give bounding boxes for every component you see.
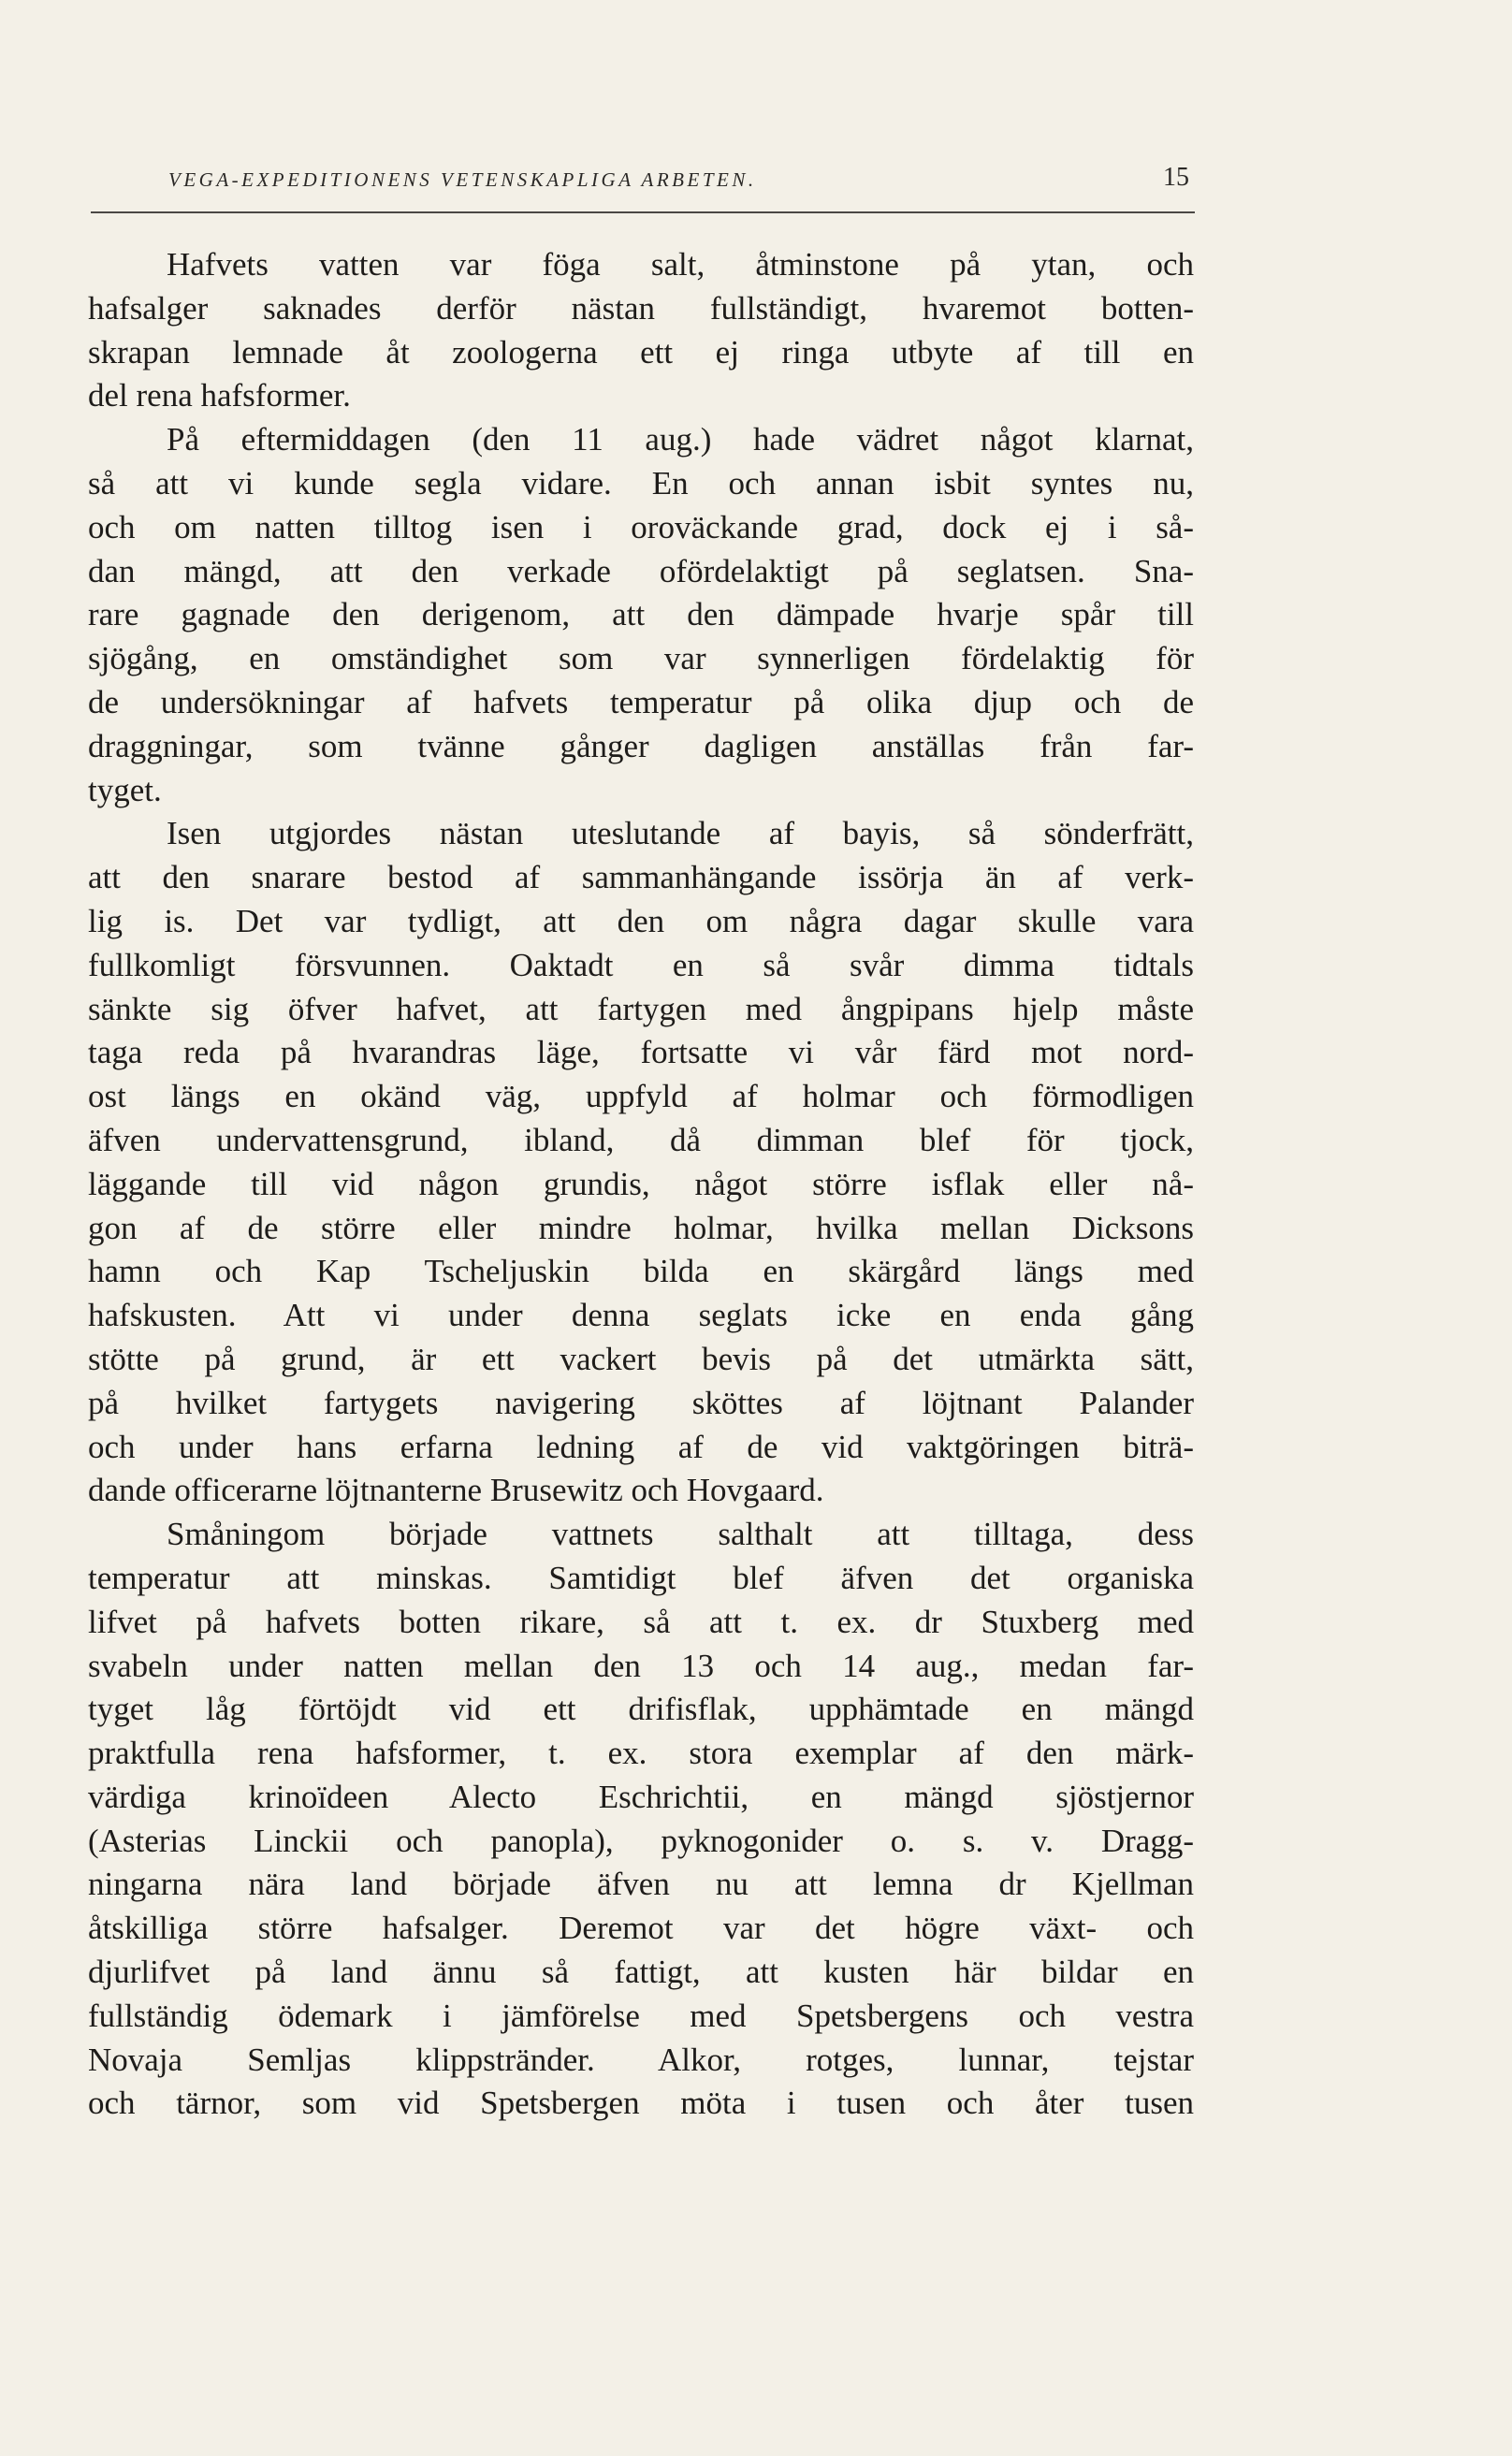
text-line: (Asterias Linckii och panopla), pyknogonider o. s. v. Dragg-	[88, 1822, 1194, 1859]
text-line: del rena hafsformer.	[88, 377, 351, 414]
text-line: draggningar, som tvänne gånger dagligen anställas från far-	[88, 727, 1194, 764]
text-line: hamn och Kap Tscheljuskin bilda en skärgård längs med	[88, 1253, 1194, 1290]
running-header: VEGA-EXPEDITIONENS VETENSKAPLIGA ARBETEN.	[168, 168, 757, 191]
text-line: så att vi kunde segla vidare. En och annan isbit syntes nu,	[88, 464, 1194, 501]
text-line: att den snarare bestod af sammanhängande issörja än af verk-	[88, 859, 1194, 896]
text-line: tyget.	[88, 771, 162, 808]
text-line: lig is. Det var tydligt, att den om några dagar skulle vara	[88, 902, 1194, 939]
text-line: fullständig ödemark i jämförelse med Spetsbergens och vestra	[88, 1997, 1194, 2034]
text-line: ningarna nära land började äfven nu att lemna dr Kjellman	[88, 1866, 1194, 1903]
text-line: äfven undervattensgrund, ibland, då dimman blef för tjock,	[88, 1121, 1194, 1158]
text-line: praktfulla rena hafsformer, t. ex. stora exemplar af den märk-	[88, 1735, 1194, 1772]
text-line: de undersökningar af hafvets temperatur på olika djup och de	[88, 683, 1194, 720]
text-line: lifvet på hafvets botten rikare, så att t. ex. dr Stuxberg med	[88, 1603, 1194, 1640]
header-rule	[91, 211, 1195, 213]
text-line: sjögång, en omständighet som var synnerligen fördelaktig för	[88, 640, 1194, 677]
text-line: Småningom började vattnets salthalt att tilltaga, dess	[167, 1516, 1194, 1553]
text-line: dande officerarne löjtnanterne Brusewitz och Hovgaard.	[88, 1472, 824, 1509]
text-line: på hvilket fartygets navigering sköttes af löjtnant Palander	[88, 1384, 1194, 1421]
text-line: och tärnor, som vid Spetsbergen möta i tusen och åter tusen	[88, 2085, 1194, 2122]
text-line: taga reda på hvarandras läge, fortsatte vi vår färd mot nord-	[88, 1034, 1194, 1071]
text-line: djurlifvet på land ännu så fattigt, att kusten här bildar en	[88, 1954, 1194, 1991]
text-line: ost längs en okänd väg, uppfyld af holmar och förmodligen	[88, 1078, 1194, 1115]
text-line: skrapan lemnade åt zoologerna ett ej ringa utbyte af till en	[88, 333, 1194, 371]
text-line: sänkte sig öfver hafvet, att fartygen med ångpipans hjelp måste	[88, 990, 1194, 1027]
text-line: och om natten tilltog isen i oroväckande grad, dock ej i så-	[88, 508, 1194, 545]
text-line: dan mängd, att den verkade ofördelaktigt på seglatsen. Sna-	[88, 552, 1194, 589]
text-line: tyget låg förtöjdt vid ett drifisflak, upphämtade en mängd	[88, 1691, 1194, 1728]
text-line: rare gagnade den derigenom, att den dämpade hvarje spår till	[88, 596, 1194, 633]
text-line: Novaja Semljas klippstränder. Alkor, rotges, lunnar, tejstar	[88, 2041, 1194, 2078]
text-line: stötte på grund, är ett vackert bevis på det utmärkta sätt,	[88, 1340, 1194, 1377]
text-line: Isen utgjordes nästan uteslutande af bayis, så sönderfrätt,	[167, 815, 1194, 852]
text-line: På eftermiddagen (den 11 aug.) hade vädret något klarnat,	[167, 421, 1194, 458]
text-line: och under hans erfarna ledning af de vid vaktgöringen biträ-	[88, 1428, 1194, 1465]
text-line: Hafvets vatten var föga salt, åtminstone på ytan, och	[167, 246, 1194, 283]
text-line: svabeln under natten mellan den 13 och 14 aug., medan far-	[88, 1647, 1194, 1684]
body-text	[88, 243, 1194, 2126]
text-line: värdiga krinoïdeen Alecto Eschrichtii, en mängd sjöstjernor	[88, 1778, 1194, 1815]
text-line: gon af de större eller mindre holmar, hvilka mellan Dicksons	[88, 1209, 1194, 1246]
text-line: temperatur att minskas. Samtidigt blef äfven det organiska	[88, 1559, 1194, 1596]
text-line: hafskusten. Att vi under denna seglats icke en enda gång	[88, 1297, 1194, 1334]
text-line: läggande till vid någon grundis, något större isflak eller nå-	[88, 1165, 1194, 1202]
text-line: hafsalger saknades derför nästan fullständigt, hvaremot botten-	[88, 289, 1194, 327]
text-line: fullkomligt försvunnen. Oaktadt en så svår dimma tidtals	[88, 946, 1194, 983]
text-line: åtskilliga större hafsalger. Deremot var det högre växt- och	[88, 1910, 1194, 1947]
page-number: 15	[1163, 163, 1189, 192]
